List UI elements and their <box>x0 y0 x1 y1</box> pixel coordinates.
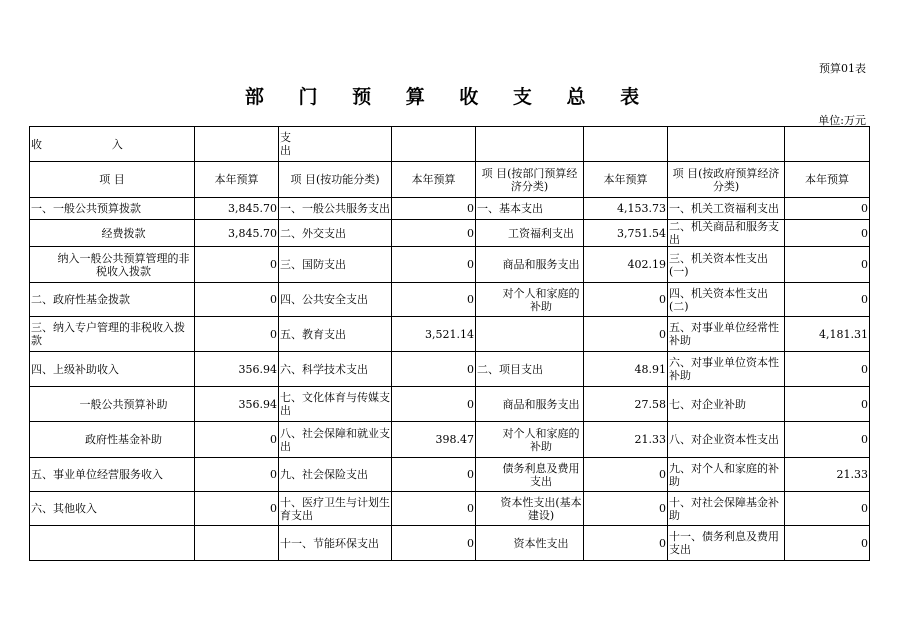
budget-value-cell: 27.58 <box>584 387 668 422</box>
item-name-cell: 十一、债务利息及费用支出 <box>668 526 785 561</box>
item-name-cell: 二、外交支出 <box>279 220 392 247</box>
item-name-cell: 六、科学技术支出 <box>279 352 392 387</box>
item-name-cell: 商品和服务支出 <box>476 387 584 422</box>
budget-value-cell <box>195 526 279 561</box>
budget-value-cell: 0 <box>584 458 668 492</box>
item-name-cell: 对个人和家庭的补助 <box>476 422 584 458</box>
budget-value-cell: 0 <box>584 492 668 526</box>
budget-value-cell: 0 <box>392 283 476 317</box>
income-section-label: 收 入 <box>30 127 195 162</box>
expense-section-label: 支 出 <box>279 127 392 162</box>
item-name-cell: 十、医疗卫生与计划生育支出 <box>279 492 392 526</box>
item-name-cell <box>30 526 195 561</box>
budget-value-cell: 0 <box>195 422 279 458</box>
budget-value-cell: 356.94 <box>195 387 279 422</box>
item-name-cell: 六、其他收入 <box>30 492 195 526</box>
col-header-budget: 本年预算 <box>584 162 668 198</box>
item-name-cell: 债务利息及费用支出 <box>476 458 584 492</box>
item-name-cell: 九、社会保险支出 <box>279 458 392 492</box>
column-header-row <box>30 162 870 198</box>
budget-value-cell: 0 <box>785 422 870 458</box>
item-name-cell: 五、对事业单位经常性补助 <box>668 317 785 352</box>
budget-value-cell: 0 <box>785 283 870 317</box>
budget-value-cell: 398.47 <box>392 422 476 458</box>
item-name-cell: 四、机关资本性支出(二) <box>668 283 785 317</box>
col-header-budget: 本年预算 <box>785 162 870 198</box>
table-row <box>30 352 870 387</box>
budget-value-cell: 0 <box>195 492 279 526</box>
budget-value-cell: 0 <box>584 283 668 317</box>
page-title: 部 门 预 算 收 支 总 表 <box>244 86 654 108</box>
item-name-cell: 一、一般公共预算拨款 <box>30 198 195 220</box>
item-name-cell: 一、机关工资福利支出 <box>668 198 785 220</box>
col-header-budget: 本年预算 <box>392 162 476 198</box>
budget-value-cell: 3,845.70 <box>195 198 279 220</box>
budget-value-cell: 0 <box>392 198 476 220</box>
col-header-function-item: 项 目(按功能分类) <box>279 162 392 198</box>
item-name-cell: 四、公共安全支出 <box>279 283 392 317</box>
budget-value-cell: 0 <box>392 247 476 283</box>
budget-value-cell: 356.94 <box>195 352 279 387</box>
item-name-cell: 二、项目支出 <box>476 352 584 387</box>
item-name-cell: 三、纳入专户管理的非税收入拨款 <box>30 317 195 352</box>
table-row <box>30 247 870 283</box>
table-row <box>30 198 870 220</box>
item-name-cell: 资本性支出 <box>476 526 584 561</box>
budget-value-cell: 0 <box>392 458 476 492</box>
item-name-cell: 一、基本支出 <box>476 198 584 220</box>
budget-value-cell: 0 <box>785 352 870 387</box>
table-row <box>30 220 870 247</box>
table-row <box>30 458 870 492</box>
item-name-cell: 五、教育支出 <box>279 317 392 352</box>
item-name-cell: 七、对企业补助 <box>668 387 785 422</box>
item-name-cell: 三、机关资本性支出(一) <box>668 247 785 283</box>
item-name-cell: 经费拨款 <box>30 220 195 247</box>
budget-value-cell: 0 <box>785 198 870 220</box>
budget-value-cell: 402.19 <box>584 247 668 283</box>
item-name-cell: 五、事业单位经营服务收入 <box>30 458 195 492</box>
budget-value-cell: 0 <box>392 526 476 561</box>
table-row <box>30 283 870 317</box>
col-header-dept-econ-item: 项 目(按部门预算经济分类) <box>476 162 584 198</box>
table-row <box>30 492 870 526</box>
item-name-cell: 三、国防支出 <box>279 247 392 283</box>
item-name-cell: 资本性支出(基本建设) <box>476 492 584 526</box>
item-name-cell: 工资福利支出 <box>476 220 584 247</box>
budget-value-cell: 0 <box>584 317 668 352</box>
item-name-cell: 对个人和家庭的补助 <box>476 283 584 317</box>
col-header-budget: 本年预算 <box>195 162 279 198</box>
budget-value-cell: 0 <box>785 387 870 422</box>
col-header-gov-econ-item: 项 目(按政府预算经济分类) <box>668 162 785 198</box>
form-number: 预算01表 <box>819 62 866 75</box>
item-name-cell: 政府性基金补助 <box>30 422 195 458</box>
budget-table <box>29 126 870 561</box>
item-name-cell: 四、上级补助收入 <box>30 352 195 387</box>
budget-value-cell: 0 <box>785 492 870 526</box>
budget-value-cell: 0 <box>195 283 279 317</box>
section-header-row <box>30 127 870 162</box>
budget-value-cell: 21.33 <box>785 458 870 492</box>
budget-value-cell: 0 <box>195 317 279 352</box>
budget-value-cell: 4,181.31 <box>785 317 870 352</box>
item-name-cell: 八、对企业资本性支出 <box>668 422 785 458</box>
table-row <box>30 387 870 422</box>
budget-value-cell: 0 <box>392 387 476 422</box>
budget-value-cell: 3,751.54 <box>584 220 668 247</box>
budget-value-cell: 0 <box>195 458 279 492</box>
budget-value-cell: 0 <box>392 492 476 526</box>
unit-label: 单位:万元 <box>818 114 866 127</box>
table-row <box>30 422 870 458</box>
item-name-cell: 七、文化体育与传媒支出 <box>279 387 392 422</box>
budget-value-cell: 0 <box>785 220 870 247</box>
item-name-cell: 纳入一般公共预算管理的非税收入拨款 <box>30 247 195 283</box>
budget-value-cell: 3,845.70 <box>195 220 279 247</box>
budget-value-cell: 21.33 <box>584 422 668 458</box>
item-name-cell: 六、对事业单位资本性补助 <box>668 352 785 387</box>
item-name-cell: 九、对个人和家庭的补助 <box>668 458 785 492</box>
item-name-cell: 十、对社会保障基金补助 <box>668 492 785 526</box>
budget-value-cell: 48.91 <box>584 352 668 387</box>
budget-value-cell: 0 <box>785 247 870 283</box>
budget-value-cell: 0 <box>392 220 476 247</box>
item-name-cell: 二、政府性基金拨款 <box>30 283 195 317</box>
table-row <box>30 526 870 561</box>
col-header-income-item: 项 目 <box>30 162 195 198</box>
item-name-cell <box>476 317 584 352</box>
item-name-cell: 二、机关商品和服务支出 <box>668 220 785 247</box>
item-name-cell: 一般公共预算补助 <box>30 387 195 422</box>
budget-value-cell: 0 <box>584 526 668 561</box>
budget-value-cell: 0 <box>392 352 476 387</box>
item-name-cell: 十一、节能环保支出 <box>279 526 392 561</box>
item-name-cell: 商品和服务支出 <box>476 247 584 283</box>
item-name-cell: 八、社会保障和就业支出 <box>279 422 392 458</box>
budget-value-cell: 0 <box>195 247 279 283</box>
table-row <box>30 317 870 352</box>
budget-value-cell: 0 <box>785 526 870 561</box>
item-name-cell: 一、一般公共服务支出 <box>279 198 392 220</box>
budget-value-cell: 4,153.73 <box>584 198 668 220</box>
budget-value-cell: 3,521.14 <box>392 317 476 352</box>
